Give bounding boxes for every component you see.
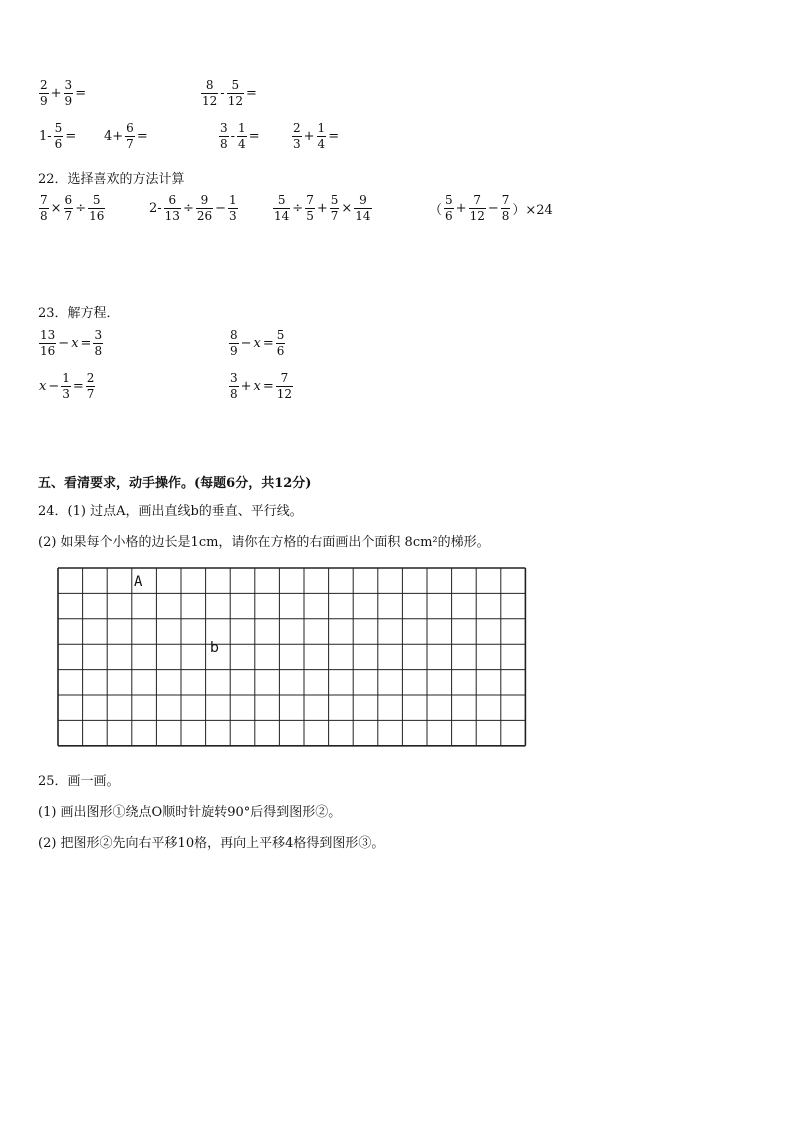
square-grid: [52, 562, 532, 752]
numerator: 7: [306, 193, 314, 207]
question-22-title: 22．选择喜欢的方法计算: [38, 172, 185, 187]
calc-row2-expr4: [291, 121, 340, 152]
denominator: 6: [276, 344, 285, 358]
denominator: 5: [306, 209, 314, 223]
variable: x: [71, 336, 79, 351]
q22-expr1: [38, 193, 106, 224]
variable: x: [253, 336, 261, 351]
fraction: [444, 193, 454, 224]
numerator: 5: [273, 193, 290, 209]
question-24-line2: (2) 如果每个小格的边长是1cm，请你在方格的右面画出个面积 8cm²的梯形。: [38, 535, 490, 550]
numerator: 2: [86, 371, 95, 385]
operator: ÷: [182, 201, 194, 216]
operator: ÷: [292, 201, 304, 216]
denominator: 16: [89, 209, 105, 223]
q22-expr3: [272, 193, 373, 224]
calc-row2-expr2: [103, 121, 149, 152]
point-a-label: A: [134, 574, 143, 590]
q23-expr1: [38, 328, 104, 359]
denominator: 14: [355, 209, 371, 223]
denominator: 9: [40, 94, 48, 108]
fraction: [64, 193, 74, 224]
fraction: [164, 193, 181, 224]
operator: 4+: [104, 129, 124, 144]
denominator: 4: [238, 137, 246, 151]
fraction: [227, 78, 244, 109]
question-23-title: 23．解方程．: [38, 306, 120, 321]
fraction: [317, 121, 327, 152]
q23-expr3: [38, 371, 96, 402]
denominator: 26: [196, 209, 213, 223]
fraction: [229, 328, 239, 359]
denominator: 16: [40, 344, 56, 358]
operator: ）×24: [512, 203, 553, 218]
fraction: [39, 328, 56, 359]
numerator: 3: [230, 371, 238, 385]
calc-row2-expr3: [218, 121, 261, 152]
fraction: [292, 121, 302, 152]
fraction: [219, 121, 229, 152]
denominator: 3: [229, 209, 237, 223]
fraction: [228, 193, 238, 224]
denominator: 3: [62, 387, 70, 401]
operator: =: [262, 336, 274, 351]
denominator: 8: [501, 209, 510, 223]
fraction: [354, 193, 371, 224]
numerator: 1: [238, 121, 246, 135]
operator: =: [75, 86, 87, 101]
numerator: 3: [220, 121, 228, 135]
numerator: 5: [54, 121, 63, 135]
operator: ×: [341, 201, 353, 216]
section-5-title: 五、看清要求，动手操作。(每题6分，共12分): [38, 476, 312, 491]
variable: x: [39, 379, 47, 394]
operator: 2-: [149, 201, 162, 216]
numerator: 13: [40, 328, 56, 342]
numerator: 7: [40, 193, 48, 207]
operator: ÷: [75, 201, 87, 216]
numerator: 6: [64, 193, 73, 207]
operator: ×: [50, 201, 62, 216]
operator: =: [136, 129, 148, 144]
question-24-line1: 24．(1) 过点A，画出直线b的垂直、平行线。: [38, 504, 303, 519]
q22-expr4: [428, 193, 554, 224]
fraction: [93, 328, 103, 359]
fraction: [469, 193, 486, 224]
operator: =: [248, 129, 260, 144]
operator: =: [80, 336, 92, 351]
fraction: [501, 193, 511, 224]
denominator: 8: [230, 387, 238, 401]
fraction: [273, 193, 290, 224]
line-b-label: b: [210, 640, 219, 656]
numerator: 7: [276, 371, 293, 387]
fraction: [229, 371, 239, 402]
fraction: [305, 193, 315, 224]
operator: +: [240, 379, 252, 394]
operator: -: [230, 129, 236, 144]
numerator: 7: [469, 193, 486, 209]
numerator: 3: [94, 328, 103, 342]
q22-expr2: [148, 193, 239, 224]
numerator: 9: [196, 193, 213, 209]
numerator: 3: [64, 78, 73, 92]
numerator: 2: [40, 78, 48, 92]
calc-row1-expr2: [200, 78, 258, 109]
fraction: [64, 78, 74, 109]
denominator: 7: [86, 387, 95, 401]
denominator: 9: [230, 344, 238, 358]
denominator: 6: [54, 137, 63, 151]
denominator: 13: [164, 209, 180, 223]
calc-row2-expr1: [38, 121, 77, 152]
operator: 1-: [39, 129, 52, 144]
fraction: [330, 193, 340, 224]
numerator: 8: [201, 78, 218, 94]
fraction: [54, 121, 64, 152]
variable: x: [253, 379, 261, 394]
denominator: 14: [274, 209, 290, 223]
question-25-line2: (2) 把图形②先向右平移10格，再向上平移4格得到图形③。: [38, 836, 385, 851]
operator: +: [316, 201, 328, 216]
denominator: 9: [64, 94, 73, 108]
denominator: 3: [293, 137, 301, 151]
operator: −: [48, 379, 60, 394]
operator: -: [220, 86, 225, 101]
operator: +: [303, 129, 315, 144]
numerator: 1: [229, 193, 237, 207]
fraction: [39, 78, 49, 109]
numerator: 7: [501, 193, 510, 207]
denominator: 8: [220, 137, 228, 151]
q23-expr4: [228, 371, 294, 402]
operator: =: [245, 86, 257, 101]
denominator: 8: [94, 344, 103, 358]
denominator: 12: [469, 209, 485, 223]
fraction: [88, 193, 105, 224]
numerator: 5: [445, 193, 453, 207]
operator: =: [328, 129, 340, 144]
denominator: 7: [64, 209, 73, 223]
operator: =: [65, 129, 77, 144]
fraction: [125, 121, 135, 152]
denominator: 12: [202, 94, 218, 108]
numerator: 8: [230, 328, 238, 342]
operator: =: [262, 379, 274, 394]
fraction: [86, 371, 96, 402]
numerator: 6: [164, 193, 181, 209]
operator: −: [487, 201, 499, 216]
question-25-title: 25．画一画。: [38, 774, 120, 789]
operator: +: [455, 201, 467, 216]
fraction: [276, 328, 286, 359]
numerator: 5: [330, 193, 339, 207]
operator: −: [215, 201, 227, 216]
fraction: [237, 121, 247, 152]
denominator: 8: [40, 209, 48, 223]
q23-expr2: [228, 328, 286, 359]
question-25-line1: (1) 画出图形①绕点O顺时针旋转90°后得到图形②。: [38, 805, 342, 820]
fraction: [201, 78, 218, 109]
operator: −: [58, 336, 70, 351]
operator: −: [240, 336, 252, 351]
numerator: 5: [276, 328, 285, 342]
denominator: 12: [276, 387, 293, 401]
numerator: 5: [227, 78, 244, 94]
fraction: [276, 371, 293, 402]
denominator: 6: [445, 209, 453, 223]
operator: +: [50, 86, 62, 101]
denominator: 4: [317, 137, 326, 151]
numerator: 5: [88, 193, 105, 209]
fraction: [196, 193, 213, 224]
numerator: 2: [293, 121, 301, 135]
operator: =: [72, 379, 84, 394]
operator: （: [429, 203, 443, 218]
numerator: 1: [317, 121, 326, 135]
numerator: 6: [126, 121, 134, 135]
numerator: 9: [354, 193, 371, 209]
fraction: [61, 371, 71, 402]
denominator: 12: [227, 94, 243, 108]
denominator: 7: [330, 209, 339, 223]
fraction: [39, 193, 49, 224]
calc-row1-expr1: [38, 78, 87, 109]
denominator: 7: [126, 137, 134, 151]
numerator: 1: [62, 371, 70, 385]
